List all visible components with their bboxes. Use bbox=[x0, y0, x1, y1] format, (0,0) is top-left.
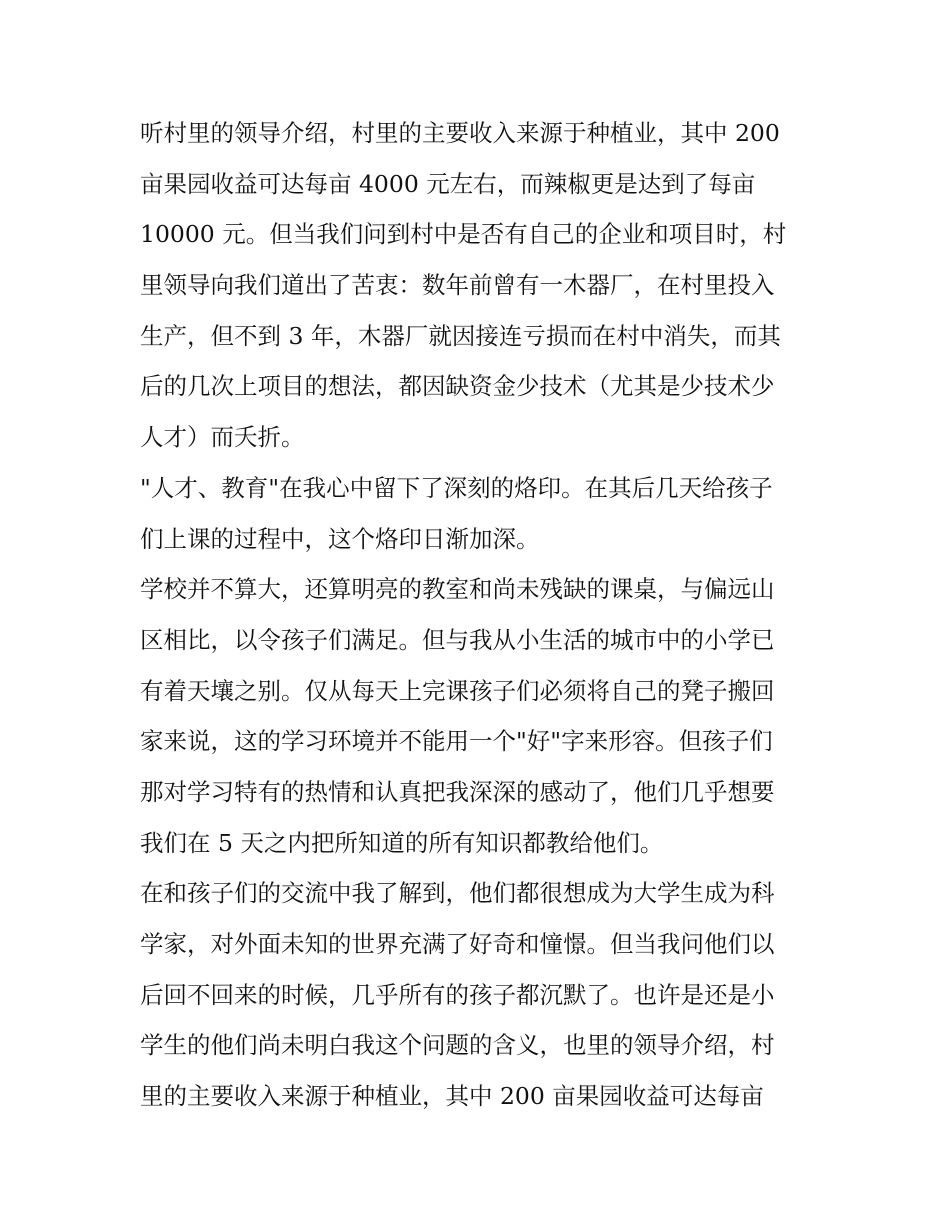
paragraph-children-dreams bbox=[140, 868, 812, 1121]
text-line: 学家，对外面未知的世界充满了好奇和憧憬。但当我问他们以 bbox=[140, 930, 775, 958]
paragraph-village-income bbox=[140, 108, 812, 463]
text-line: 区相比，以令孩子们满足。但与我从小生活的城市中的小学已 bbox=[140, 625, 775, 654]
text-line: "人才、教育"在我心中留下了深刻的烙印。在其后几天给孩子 bbox=[140, 473, 773, 502]
paragraph-school bbox=[140, 564, 812, 868]
text-line: 在和孩子们的交流中我了解到，他们都很想成为大学生成为科 bbox=[140, 879, 775, 908]
text-line: 听村里的领导介绍，村里的主要收入来源于种植业，其中 200 bbox=[140, 119, 780, 147]
text-line: 那对学习特有的热情和认真把我深深的感动了，他们几乎想要 bbox=[140, 777, 775, 806]
text-line: 后回不回来的时候，几乎所有的孩子都沉默了。也许是还是小 bbox=[140, 980, 775, 1009]
text-line: 人才）而夭折。 bbox=[140, 423, 305, 452]
text-line: 生产，但不到 3 年，木器厂就因接连亏损而在村中消失，而其 bbox=[140, 321, 781, 350]
text-line: 10000 元。但当我们问到村中是否有自己的企业和项目时，村 bbox=[140, 220, 787, 249]
text-line: 亩果园收益可达每亩 4000 元左右，而辣椒更是达到了每亩 bbox=[140, 169, 756, 198]
text-line: 有着天壤之别。仅从每天上完课孩子们必须将自己的凳子搬回 bbox=[140, 676, 775, 705]
text-line: 里的主要收入来源于种植业，其中 200 亩果园收益可达每亩 bbox=[140, 1082, 764, 1111]
text-line: 学校并不算大，还算明亮的教室和尚未残缺的课桌，与偏远山 bbox=[140, 575, 775, 604]
text-line: 我们在 5 天之内把所知道的所有知识都教给他们。 bbox=[140, 828, 664, 857]
text-line: 里领导向我们道出了苦衷：数年前曾有一木器厂，在村里投入 bbox=[140, 271, 775, 300]
text-line: 们上课的过程中，这个烙印日渐加深。 bbox=[140, 524, 540, 553]
text-line: 学生的他们尚未明白我这个问题的含义，也里的领导介绍，村 bbox=[140, 1031, 775, 1060]
text-line: 后的几次上项目的想法，都因缺资金少技术（尤其是少技术少 bbox=[140, 372, 775, 401]
document-body bbox=[140, 108, 812, 1122]
text-line: 家来说，这的学习环境并不能用一个"好"字来形容。但孩子们 bbox=[140, 727, 773, 756]
paragraph-talent-education bbox=[140, 463, 812, 564]
